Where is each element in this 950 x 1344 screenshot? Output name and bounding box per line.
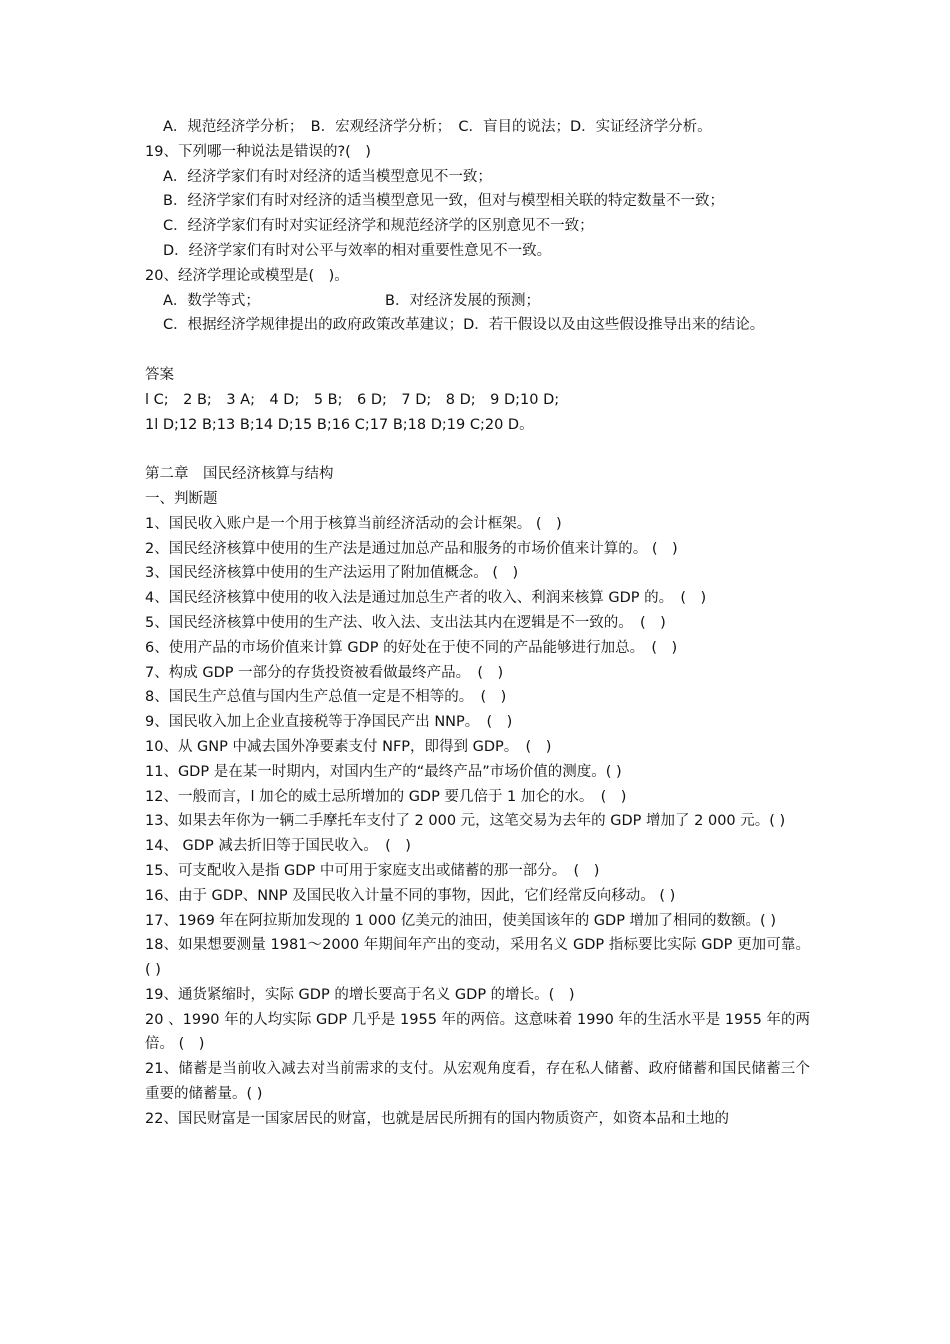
q20-options-cd: C．根据经济学规律提出的政府政策改革建议；D．若干假设以及由这些假设推导出来的结论。 [163,317,765,334]
list-item: 8、国民生产总值与国内生产总值一定是不相等的。 ( ) [145,689,507,706]
list-item: 7、构成 GDP 一部分的存货投资被看做最终产品。 ( ) [145,664,504,681]
chapter-title: 第二章 国民经济核算与结构 [145,466,334,483]
list-item: 6、使用产品的市场价值来计算 GDP 的好处在于使不同的产品能够进行加总。 ( ) [145,639,678,656]
list-item: 13、如果去年你为一辆二手摩托车支付了 2 000 元，这笔交易为去年的 GDP 增加了 2 000 元。( ) [145,813,786,830]
q20-options-ab [145,289,810,314]
spacer [145,437,810,462]
q20-stem: 20、经济学理论或模型是( )。 [145,267,349,284]
list-item: 11、GDP 是在某一时期内，对国内生产的“最终产品”市场价值的测度。( ) [145,763,622,780]
list-item: 21、储蓄是当前收入减去对当前需求的支付。从宏观角度看，存在私人储蓄、政府储蓄和国民储蓄三个重要的储蓄量。( ) [145,1061,810,1103]
list-item: 19、通货紧缩时，实际 GDP 的增长要高于名义 GDP 的增长。( ) [145,986,575,1003]
list-item: 9、国民收入加上企业直接税等于净国民产出 NNP。 ( ) [145,714,513,731]
q19-stem: 19、下列哪一种说法是错误的?( ) [145,143,371,160]
answers-title: 答案 [145,366,174,383]
list-item: 14、 GDP 减去折旧等于国民收入。 ( ) [145,838,411,855]
q19-option-c: C．经济学家们有时对实证经济学和规范经济学的区别意见不一致； [163,218,594,235]
list-item: 3、国民经济核算中使用的生产法运用了附加值概念。 ( ) [145,565,519,582]
list-item: 17、1969 年在阿拉斯加发现的 1 000 亿美元的油田，使美国该年的 GDP 增加了相同的数额。( ) [145,912,776,929]
list-item: 22、国民财富是一国家居民的财富，也就是居民所拥有的国内物质资产，如资本品和土地的 [145,1110,729,1127]
true-false-list [145,512,810,1132]
list-item: 15、可支配收入是指 GDP 中可用于家庭支出或储蓄的那一部分。 ( ) [145,862,600,879]
list-item: 20 、1990 年的人均实际 GDP 几乎是 1955 年的两倍。这意味着 1990 年的生活水平是 1955 年的两倍。 ( ) [145,1011,810,1053]
list-item: 5、国民经济核算中使用的生产法、收入法、支出法其内在逻辑是不一致的。 ( ) [145,614,666,631]
spacer [145,338,810,363]
list-item: 18、如果想要测量 1981～2000 年期间年产出的变动，采用名义 GDP 指标要比实际 GDP 更加可靠。 ( ) [145,937,810,979]
section-title: 一、判断题 [145,490,218,507]
answers-line-1: l C; 2 B; 3 A; 4 D; 5 B; 6 D; 7 D; 8 D; 9 D;10 D; [145,391,560,408]
list-item: 4、国民经济核算中使用的收入法是通过加总生产者的收入、利润来核算 GDP 的。 ( ) [145,590,707,607]
list-item: 12、一般而言，l 加仑的威士忌所增加的 GDP 要几倍于 1 加仑的水。 ( ) [145,788,627,805]
q19-option-a: A．经济学家们有时对经济的适当模型意见不一致； [163,168,492,185]
document-page [145,115,810,1132]
list-item: 1、国民收入账户是一个用于核算当前经济活动的会计框架。 ( ) [145,515,562,532]
list-item: 2、国民经济核算中使用的生产法是通过加总产品和服务的市场价值来计算的。 ( ) [145,540,678,557]
q20-option-b: B．对经济发展的预测； [385,292,540,309]
q19-option-b: B．经济学家们有时对经济的适当模型意见一致，但对与模型相关联的特定数量不一致； [163,193,724,210]
answers-line-2: 1l D;12 B;13 B;14 D;15 B;16 C;17 B;18 D;19 C;20 D。 [145,416,534,433]
q19-option-d: D．经济学家们有时对公平与效率的相对重要性意见不一致。 [163,242,552,259]
list-item: 16、由于 GDP、NNP 及国民收入计量不同的事物，因此，它们经常反向移动。 ( ) [145,887,676,904]
q18-options: A．规范经济学分析； B．宏观经济学分析； C．盲目的说法；D．实证经济学分析。 [163,119,712,135]
list-item: 10、从 GNP 中减去国外净要素支付 NFP，即得到 GDP。 ( ) [145,738,552,755]
q20-option-a: A．数学等式； [163,292,260,309]
